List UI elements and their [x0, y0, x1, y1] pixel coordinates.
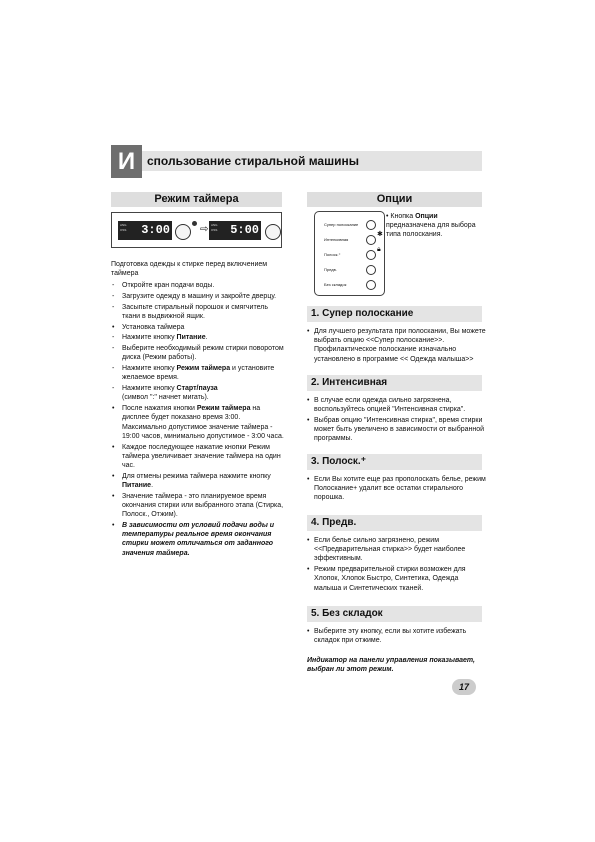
bullet: •	[307, 566, 310, 574]
bullet: •	[112, 405, 115, 413]
list-item-text: Засыпьте стиральный порошок и смягчитель ткани в выдвижной ящик.	[122, 303, 268, 320]
list-item	[111, 333, 286, 342]
options-note: Индикатор на панели управления показывает, выбран ли этот режим.	[307, 657, 475, 674]
option-indicator-icon: ✱	[377, 231, 383, 238]
lcd-time-left: 3:00	[141, 223, 170, 237]
option-panel-label: Без складок	[324, 282, 347, 287]
lcd-tag: OSS	[120, 228, 127, 232]
list-item-text: Режим предварительной стирки возможен для Хлопок, Хлопок Быстро, Синтетика, Одежда малыша и Синтетических тканей.	[314, 566, 466, 592]
page-number: 17	[452, 679, 476, 695]
bullet: -	[112, 292, 115, 300]
list-item	[307, 627, 487, 645]
list-item-text: В случае если одежда сильно загрязнена, воспользуйтесь опцией "Интенсивная стирка".	[314, 397, 466, 414]
list-item-text: Для отмены режима таймера нажмите кнопку Питание.	[122, 472, 271, 489]
list-item-text: Выберите эту кнопку, если вы хотите избежать складок при отжиме.	[314, 628, 467, 645]
list-item	[307, 565, 487, 593]
bullet: •	[307, 397, 310, 404]
list-item-text: Если белье сильно загрязнено, режим <<Предварительная стирка>> будет наиболее эффективным.	[314, 537, 466, 563]
list-item	[111, 492, 286, 520]
indicator-icon	[192, 221, 197, 226]
bullet: •	[112, 522, 115, 529]
list-item-text: Если Вы хотите еще раз прополоскать белье, режим Полоскание+ удалит все остатки стирального порошка.	[314, 476, 486, 502]
lcd-tag: ANG	[211, 223, 218, 227]
option-section-body	[307, 327, 487, 365]
list-item	[111, 303, 286, 321]
list-item	[111, 443, 286, 471]
list-item-text: Каждое последующее нажатие кнопки Режим таймера увеличивает значение таймера на один час.	[122, 443, 281, 469]
list-item	[111, 404, 286, 441]
option-indicator-icon: 🔒︎	[377, 246, 381, 253]
option-button[interactable]	[366, 220, 376, 230]
bullet: •	[112, 443, 115, 451]
timer-intro: Подготовка одежды к стирке перед включением таймера	[111, 261, 268, 278]
option-button[interactable]	[366, 280, 376, 290]
list-item	[111, 292, 286, 301]
bullet: •	[307, 537, 310, 544]
arrow-icon: ⇨	[200, 224, 209, 235]
option-section-title: 5. Без складок	[307, 606, 482, 622]
bullet: •	[112, 323, 115, 331]
list-item-text: Выбрав опцию "Интенсивная стирка", время стирки может быть увеличено в зависимости от выбранной программы.	[314, 417, 485, 443]
list-item	[111, 281, 286, 290]
timer-knob-icon	[175, 224, 191, 240]
lcd-tag: ANG	[120, 223, 127, 227]
list-item	[111, 344, 286, 362]
list-item-text: Значение таймера - это планируемое время окончания стирки или выбранного этапа (Стирка, Полоск., Отжим).	[122, 492, 284, 519]
option-section-body	[307, 475, 487, 504]
options-panel-illustration	[314, 211, 385, 296]
list-item	[111, 384, 286, 402]
bullet: •	[307, 628, 310, 635]
options-callout: • Кнопка Опции предназначена для выбора типа полоскания.	[386, 213, 476, 239]
option-panel-label: Полоск.⁺	[324, 252, 341, 257]
timer-knob-icon	[265, 224, 281, 240]
bullet: -	[112, 345, 115, 353]
list-item	[111, 364, 286, 382]
options-heading: Опции	[307, 192, 482, 207]
option-section-title: 4. Предв.	[307, 515, 482, 531]
option-section-title: 1. Супер полоскание	[307, 306, 482, 322]
bullet: •	[112, 472, 115, 480]
lcd-tag: OSS	[211, 228, 218, 232]
timer-heading: Режим таймера	[111, 192, 282, 207]
lcd-right	[209, 221, 261, 240]
timer-display-illustration	[111, 212, 282, 248]
option-section-body	[307, 627, 487, 647]
bullet: -	[112, 334, 115, 342]
bullet: -	[112, 365, 115, 373]
bullet: -	[112, 282, 115, 289]
option-panel-label: Супер полоскание	[324, 222, 359, 227]
option-panel-label: Интенсивная	[324, 237, 349, 242]
list-item-text: Загрузите одежду в машину и закройте дверцу.	[122, 292, 277, 300]
page-title: спользование стиральной машины	[147, 154, 359, 168]
option-panel-label: Предв.	[324, 267, 337, 272]
title-initial: И	[111, 145, 142, 178]
bullet: -	[112, 303, 115, 311]
list-item	[111, 323, 286, 332]
list-item-text: Нажмите кнопку Режим таймера и установите желаемое время.	[122, 365, 275, 382]
timer-instructions	[111, 281, 286, 559]
list-item-text: В зависимости от условий подачи воды и температуры реальное время окончания стирки может отличаться от заданного значения таймера.	[122, 522, 275, 557]
bullet: •	[307, 417, 310, 424]
option-button[interactable]	[366, 235, 376, 245]
list-item-text: Нажмите кнопку Питание.	[122, 334, 208, 342]
list-item	[307, 327, 487, 364]
list-item-text: Нажмите кнопку Старт/пауза (символ ":" начнет мигать).	[122, 385, 218, 402]
bullet: •	[307, 476, 310, 483]
option-button[interactable]	[366, 250, 376, 260]
option-section-title: 2. Интенсивная	[307, 375, 482, 391]
list-item	[307, 396, 487, 414]
list-item-text: Откройте кран подачи воды.	[122, 282, 215, 289]
option-section-body	[307, 396, 487, 445]
list-item-text: После нажатия кнопки Режим таймера на дисплее будет показано время 3:00. Максимально допустимое значение таймера - 19:00 часов, минимально допустимое - 3:00 часа.	[122, 405, 284, 440]
list-item	[307, 416, 487, 444]
bullet: -	[112, 385, 115, 393]
list-item-text: Установка таймера	[122, 323, 185, 331]
list-item	[111, 472, 286, 490]
list-item-text: Для лучшего результата при полоскании, Вы можете выбрать опцию <<Супер полоскание>>. Профилактическое полоскание изначально установлено в программе << Одежда малыша>>	[314, 328, 486, 363]
bullet: •	[112, 492, 115, 500]
list-item-text: Выберите необходимый режим стирки поворотом диска (Режим работы).	[122, 345, 284, 362]
bullet: •	[307, 328, 310, 335]
list-item	[307, 536, 487, 564]
lcd-left	[118, 221, 172, 240]
option-section-title: 3. Полоск.⁺	[307, 454, 482, 470]
option-button[interactable]	[366, 265, 376, 275]
lcd-time-right: 5:00	[230, 223, 259, 237]
option-section-body	[307, 536, 487, 594]
list-item	[111, 521, 286, 558]
list-item	[307, 475, 487, 503]
